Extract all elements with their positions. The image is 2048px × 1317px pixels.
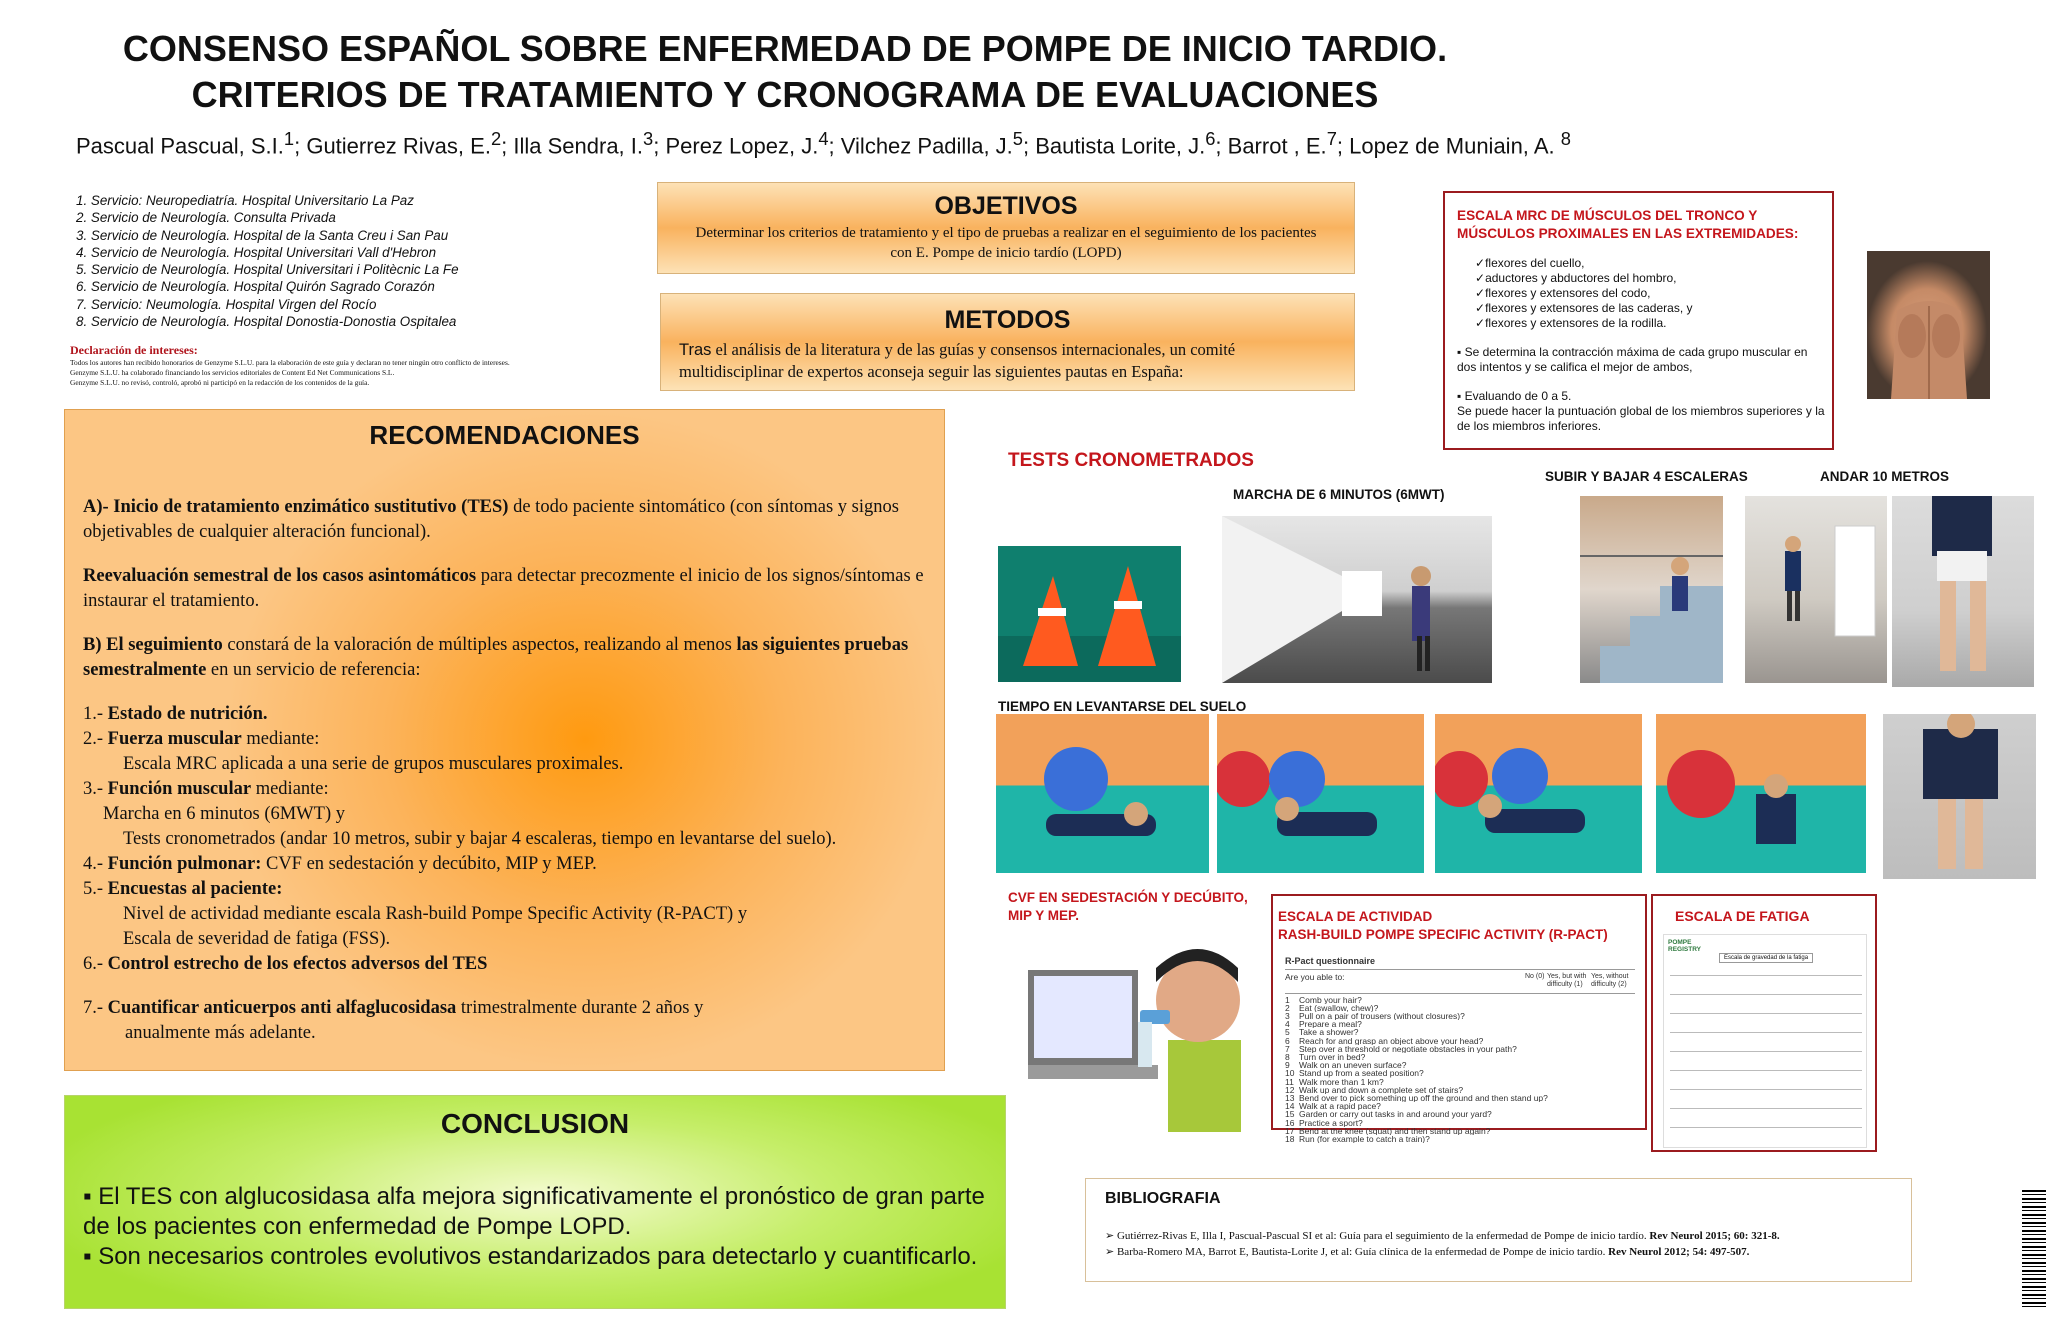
stairs-photo [1580,496,1723,683]
rec-item-2: 2.- Fuerza muscular mediante: [83,729,320,749]
bib-reference: ➢ Barba-Romero MA, Barrot E, Bautista-Lorite J, et al: Guía clínica de la enfermedad de Pompe de inicio tardío. Rev Neurol 2012; 54: 497-507. [1105,1246,1750,1258]
floor-rise-photo-2 [1217,714,1424,873]
fatiga-form-line [1670,1013,1862,1014]
rpact-question: 16 Practice a sport? [1285,1117,1363,1128]
rpact-question: 6 Reach for and grasp an object above your head? [1285,1035,1484,1046]
rec-item-7: 7.- Cuantificar anticuerpos anti alfaglucosidasa trimestralmente durante 2 años y [83,998,704,1018]
rpact-question: 14 Walk at a rapid pace? [1285,1101,1381,1112]
mrc-item: ✓flexores y extensores del codo, [1475,286,1651,300]
rpact-question: 13 Bend over to pick something up off the ground and then stand up? [1285,1093,1548,1104]
fatiga-form [1663,934,1867,1148]
declaration-title: Declaración de intereses: [70,343,198,357]
objetivos-text: Determinar los criterios de tratamiento y el tipo de pruebas a realizar en el seguimiento de los pacientes con E. Pompe de inicio tardío (LOPD) [695,225,1317,261]
fatiga-form-line [1670,1051,1862,1052]
rpact-question: 7 Step over a threshold or negotiate obstacles in your path? [1285,1043,1517,1054]
mrc-item: ✓flexores del cuello, [1475,256,1585,270]
fatiga-form-line [1670,1032,1862,1033]
rpact-question: 17 Bend at the knee (squat) and then stand up again? [1285,1125,1491,1136]
mrc-item: ✓flexores y extensores de las caderas, y [1475,301,1693,315]
rec-item-1: 1.- Estado de nutrición. [83,704,268,724]
conclusion-bullet: ▪ Son necesarios controles evolutivos estandarizados para detectarlo y cuantificarlo. [83,1243,978,1270]
rec-item-5: 5.- Encuestas al paciente: [83,879,283,899]
rec-paragraph-b: B) El seguimiento constará de la valoración de múltiples aspectos, realizando al menos las siguientes pruebas semestralmente en un servicio de referencia: [83,635,909,680]
affiliation: 4. Servicio de Neurología. Hospital Universitari Vall d'Hebron [76,244,437,260]
walk-10m-photo [1745,496,1887,683]
rpact-question: 8 Turn over in bed? [1285,1052,1366,1063]
fatiga-box [1651,894,1877,1152]
rpact-question: 1 Comb your hair? [1285,994,1362,1005]
fatiga-form-line [1670,1089,1862,1090]
corridor-walk-photo [1222,516,1492,683]
recomendaciones-heading: RECOMENDACIONES [369,420,640,450]
recomendaciones-body: A)- Inicio de tratamiento enzimático sustitutivo (TES) de todo paciente sintomático (con síntomas y signos objetivables de cualquier alteración funcional). Reevaluación semestral de los casos asintomáticos para detectar precozmente el inicio de los signos/síntomas e instaurar el tratamiento. B) El seguimiento constará de la valoración de múltiples aspectos, realizando al menos las siguientes pruebas semestralmente en un servicio de referencia: 1.- Estado de nutrición. 2.- Fuerza muscular mediante: Escala MRC aplicada a una serie de grupos musculares proximales. 3.- Función muscular mediante: Marcha en 6 minutos (6MWT) y Tests cronometrados (andar 10 metros, subir y bajar 4 escaleras, tiempo en levantarse del suelo). 4.- Función pulmonar: CVF en sedestación y decúbito, MIP y MEP. 5.- Encuestas al paciente: Nivel de actividad mediante escala Rash-build Pompe Specific Activity (R-PACT) y Escala de severidad de fatiga (FSS). 6.- Control estrecho de los efectos adversos del TES 7.- Cuantificar anticuerpos anti alfaglucosidasa trimestralmente durante 2 años y anualmente más adelante. [83,495,933,1046]
rpact-box [1271,894,1647,1145]
authors-line: Pascual Pascual, S.I.$^1$; Gutierrez Rivas, E.$^2$; Illa Sendra, I.$^3$; Perez Lopez, J.$^4$; Vilchez Padilla, J.$^5$; Bautista Lorite, J.$^6$; Barrot , E.$^7$; Lopez de Muniain, A. $^8$ [76,128,1571,159]
objetivos-box [657,182,1355,274]
floor-rise-photo-4 [1656,714,1866,873]
mrc-item: ✓aductores y abductores del hombro, [1475,271,1677,285]
spirometry-illustration [1028,930,1241,1132]
fatiga-form-title: Escala de gravedad de la fatiga [1719,953,1813,963]
affiliation: 1. Servicio: Neuropediatría. Hospital Universitario La Paz [76,193,414,208]
poster-title-line2: CRITERIOS DE TRATAMIENTO Y CRONOGRAMA DE EVALUACIONES [191,74,1379,115]
author: Lopez de Muniain, A. [1349,133,1561,159]
rec-item-6: 6.- Control estrecho de los efectos adversos del TES [83,954,488,974]
escaleras-label: SUBIR Y BAJAR 4 ESCALERAS [1545,469,1748,484]
objetivos-heading: OBJETIVOS [934,192,1078,220]
fatiga-form-line [1670,1070,1862,1071]
rpact-question: 2 Eat (swallow, chew)? [1285,1002,1379,1013]
floor-rise-photo-3 [1435,714,1642,873]
rpact-heading: ESCALA DE ACTIVIDAD RASH-BUILD POMPE SPECIFIC ACTIVITY (R-PACT) [1278,909,1608,942]
conclusion-bullet: ▪ El TES con alglucosidasa alfa mejora significativamente el pronóstico de gran parte de los pacientes con enfermedad de Pompe LOPD. [83,1183,985,1240]
recomendaciones-box [64,409,945,1071]
fatiga-form-line [1670,975,1862,976]
author: Gutierrez Rivas, E. [306,133,491,159]
rpact-question: 3 Pull on a pair of trousers (without closures)? [1285,1011,1465,1022]
bibliografia-list [1105,1228,1780,1260]
marcha-label: MARCHA DE 6 MINUTOS (6MWT) [1233,487,1445,502]
metodos-text: Tras el análisis de la literatura y de las guías y consensos internacionales, un comité multidisciplinar de expertos aconseja seguir las siguientes pautas en España: [679,340,1236,381]
rec-paragraph-a: A)- Inicio de tratamiento enzimático sustitutivo (TES) de todo paciente sintomático (con síntomas y signos objetivables de cualquier alteración funcional). [83,497,899,542]
mrc-note-2a: ▪ Evaluando de 0 a 5. [1457,389,1572,403]
metodos-box [660,293,1355,391]
conclusion-box [64,1095,1006,1309]
rpact-question: 11 Walk more than 1 km? [1285,1076,1384,1087]
bibliografia-box [1085,1178,1912,1282]
affiliation: 3. Servicio de Neurología. Hospital de la Santa Creu i San Pau [76,227,449,243]
rec-item-3: 3.- Función muscular mediante: [83,779,329,799]
rec-item-4: 4.- Función pulmonar: CVF en sedestación y decúbito, MIP y MEP. [83,854,597,874]
suelo-label: TIEMPO EN LEVANTARSE DEL SUELO [998,699,1247,714]
fatiga-form-line [1670,994,1862,995]
mrc-list [1475,256,1693,331]
mrc-box [1443,191,1834,450]
child-legs-photo [1892,496,2034,687]
poster-title-line1: CONSENSO ESPAÑOL SOBRE ENFERMEDAD DE POMPE DE INICIO TARDIO. [122,28,1448,69]
metodos-heading: METODOS [944,306,1071,334]
affiliation: 7. Servicio: Neumología. Hospital Virgen del Rocío [76,296,377,312]
conclusion-body [83,1182,1003,1272]
affiliation: 2. Servicio de Neurología. Consulta Privada [76,210,336,226]
author: Illa Sendra, I. [513,133,644,159]
cones-photo [998,546,1181,682]
affiliation: 6. Servicio de Neurología. Hospital Quirón Sagrado Corazón [76,279,435,295]
author: Pascual Pascual, S.I. [76,133,284,159]
pompe-registry-logo: POMPE REGISTRY [1668,939,1701,953]
declaration-text: Todos los autores han recibido honorarios de Genzyme S.L.U. para la elaboración de este guía y declaran no tener ningún otro conflicto de intereses. Genzyme S.L.U. ha colaborado financiando los servicios editoriales de Content Ed Net Communications S.L. Genzyme S.L.U. no revisó, controló, aprobó ni participó en la redacción de los contenidos de la guía. [70,358,510,387]
cvf-heading: CVF EN SEDESTACIÓN Y DECÚBITO, MIP Y MEP. [1008,890,1248,923]
author: Vilchez Padilla, J. [840,133,1013,159]
mrc-item: ✓flexores y extensores de la rodilla. [1475,316,1667,330]
fatiga-form-line [1670,1108,1862,1109]
andar-label: ANDAR 10 METROS [1820,469,1950,484]
standing-child-photo [1883,714,2036,879]
bib-reference: ➢ Gutiérrez-Rivas E, Illa I, Pascual-Pascual SI et al: Guía para el seguimiento de la enfermedad de Pompe de inicio tardío. Rev Neurol 2015; 60: 321-8. [1105,1230,1780,1242]
floor-rise-photo-1 [996,714,1209,873]
affiliations-list [76,192,459,330]
affiliation: 8. Servicio de Neurología. Hospital Donostia-Donostia Ospitalea [76,314,457,330]
rec-paragraph-reevaluacion: Reevaluación semestral de los casos asintomáticos para detectar precozmente el inicio de los signos/síntomas e instaurar el tratamiento. [83,566,924,611]
bibliografia-heading: BIBLIOGRAFIA [1105,1190,1221,1207]
rpact-question: 18 Run (for example to catch a train)? [1285,1134,1430,1145]
author: Barrot , E. [1227,133,1327,159]
fatiga-form-line [1670,1127,1862,1128]
author: Perez Lopez, J. [665,133,819,159]
barcode-graphic [2022,1190,2046,1307]
rpact-question: 9 Walk on an uneven surface? [1285,1060,1407,1071]
rpact-question: 15 Garden or carry out tasks in and around your yard? [1285,1109,1492,1120]
rpact-question: 10 Stand up from a seated position? [1285,1068,1424,1079]
mrc-heading: ESCALA MRC DE MÚSCULOS DEL TRONCO Y MÚSCULOS PROXIMALES EN LAS EXTREMIDADES: [1457,208,1799,241]
tests-heading: TESTS CRONOMETRADOS [1008,450,1254,471]
rpact-question: 5 Take a shower? [1285,1027,1359,1038]
mrc-note-1: ▪ Se determina la contracción máxima de cada grupo muscular en dos intentos y se califica el mejor de ambos, [1457,345,1808,374]
fatiga-heading: ESCALA DE FATIGA [1675,908,1810,924]
conclusion-heading: CONCLUSION [440,1108,630,1139]
author: Bautista Lorite, J. [1035,133,1206,159]
rpact-question: 4 Prepare a meal? [1285,1019,1362,1030]
rpact-question: 12 Walk up and down a complete set of stairs? [1285,1084,1464,1095]
rpact-form: R-Pact questionnaire Are you able to: No (0) Yes, but with difficulty (1) Yes, without difficulty (2) 1 Comb your hair? 2 Eat (swallow, chew)? 3 Pull on a pair of trousers (without closures)? 4 Prepare a meal? 5 Take a shower? 6 Reach for and grasp an object above your head? 7 Step over a threshold or negotiate obstacles in your path? 8 Turn over in bed? 9 Walk on an uneven surface? 10 Stand up from a seated position? 11 Walk more than 1 km? 12 Walk up and down a complete set of stairs? 13 Bend over to pick something up off the ground and then stand up? 14 Walk at a rapid pace? 15 Garden or carry out tasks in and around your yard? 16 Practice a sport? 17 Bend at the knee (squat) and then stand up again? 18 Run (for example to catch a train)? [1285,957,1635,1143]
back-muscles-photo [1867,251,1990,399]
mrc-note-2b: Se puede hacer la puntuación global de los miembros superiores y la de los miembros inferiores. [1457,404,1825,433]
affiliation: 5. Servicio de Neurología. Hospital Universitari i Politècnic La Fe [76,262,459,278]
